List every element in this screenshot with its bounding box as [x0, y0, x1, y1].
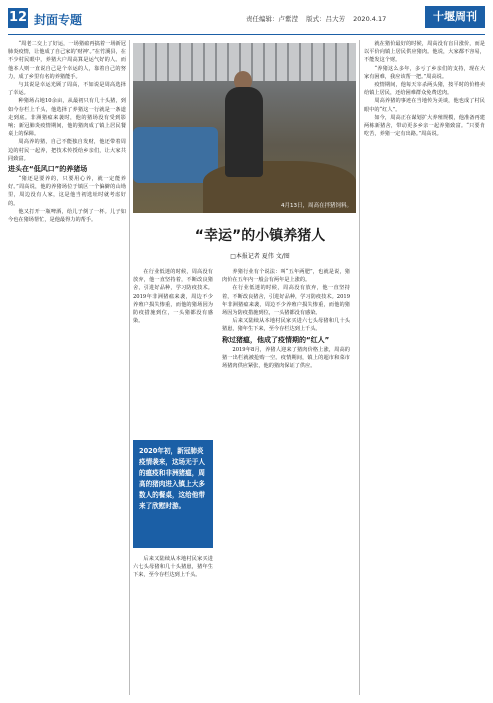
subheading: 进头在“低风口”的养猪场	[8, 165, 88, 174]
paragraph: 在行业低迷的时候，周高没有放弃，他一直坚持着，不断改良猪舍，引进好品种，学习防疫技术。2019年非洲猪瘟来袭，周边不少养殖户损失惨重，而他的猪场因为防疫措施到位，一头猪都没有感染。	[222, 285, 350, 317]
column-3	[364, 40, 485, 695]
column-1	[8, 40, 126, 695]
designer: 版式：吕大芳	[306, 15, 346, 23]
article-photo	[133, 43, 356, 213]
issue-date: 2020.4.17	[353, 15, 387, 23]
column-divider	[359, 40, 360, 695]
article-byline: □本报记者 夏伟 文/图	[230, 253, 290, 260]
paragraph: “养猪这么多年，多亏了乡亲们的支持，现在大家有困难，我应该帮一把。”周高说。	[364, 65, 485, 80]
paragraph: 与其说是幸运光顾了周高，不如说是周高选择了幸运。	[8, 82, 126, 97]
column-1b	[133, 268, 213, 433]
intro-box: 2020年初，新冠肺炎疫情袭来，这场无于人的瘟疫和非洲猪瘟，周高的猪肉进入镇上大多数人的餐桌，这给他带来了欣慰时游。	[133, 440, 213, 548]
paragraph: 2019年8月，养猪人迎来了猪肉价格上涨，周高的猪一出栏就被抢购一空。疫情期间，镇上的超市和菜市场猪肉供应紧张，他的猪肉保证了供应。	[222, 346, 350, 370]
paragraph: 种猪场占地10余亩，从最初只有几十头猪，到如今存栏上千头，他选择了养猪这一行就是一条道走到底。非洲猪瘟来袭时，他的猪场没有受到影响；新冠肺炎疫情期间，他的猪肉成了镇上居民餐桌上的保障。	[8, 98, 126, 138]
column-1c	[133, 555, 213, 695]
paragraph: 疫情期间，他每天宰杀两头猪，按平时的价格卖给镇上居民，还给困难群众免费送肉。	[364, 82, 485, 97]
farmer-figure	[225, 87, 263, 177]
paragraph: “周老二交上了好运，一场猪瘟再搞着一场新冠肺炎疫情，让他成了自己家的‘财神’。”在竹溪县，在不少村民眼中，养猪大户周高算是运气好的人。而他本人则一直说自己是个幸运的人，靠着自己的努力，成了乡里有名的养猪能手。	[8, 41, 126, 80]
page-header	[8, 4, 485, 35]
paragraph: 如今，周高正在谋划扩大养殖规模，他准备再建两栋新猪舍，带动更多乡亲一起养猪致富。“只要肯吃苦，养猪一定有出路。”周高说。	[364, 114, 485, 138]
article-title: “幸运”的小镇养猪人	[194, 228, 326, 244]
paragraph: 周高养的猪，自己不能独自发财，他还带着周边的村民一起养，把技术传授给乡亲们，让大家共同致富。	[8, 139, 126, 162]
paragraph: 后来又陆续从本地村民家买进六七头母猪和几十头猪崽，猪年生下来，至今存栏达到上千头。	[133, 556, 213, 579]
paragraph: 就在猪价最好的时候，周高没有盲目涨价，而是以平价向镇上居民供应猪肉。他说，大家都不容易，不能发这个财。	[364, 41, 485, 64]
paragraph: “猪还是要养的，只要用心养，就一定能养好。”周高说，他的养猪场位于镇区一个偏僻的山坳里，周边没有人家，这是他当初选址时就考虑好的。	[8, 176, 126, 207]
paragraph: 在行业低迷的时候，周高没有放弃，他一直坚持着，不断改良猪舍，引进好品种，学习防疫技术。2019年非洲猪瘟来袭，周边不少养殖户损失惨重，而他的猪场因为防疫措施到位，一头猪都没有感染。	[133, 269, 213, 325]
subheading: 称过猪瘟，他成了疫情期的“红人”	[222, 335, 330, 344]
editor: 责任编辑：卢紫滢	[246, 15, 298, 23]
column-2	[222, 268, 350, 695]
column-divider	[129, 40, 130, 695]
page-number: 12	[8, 8, 28, 28]
photo-caption: 4月13日，周高在拌猪饲料。	[281, 203, 352, 209]
masthead-logo: 十堰周刊	[425, 6, 485, 28]
paragraph: 周高养猪的事迹在当地传为美谈，他也成了村民眼中的“红人”。	[364, 98, 485, 113]
paragraph: 他又打开一瓶啤酒，给儿子倒了一杯。儿子如今也在猪场帮忙，是他最得力的帮手。	[8, 208, 126, 224]
paragraph: 养猪行业有个说法：叫“五年两肥”，也就是说，猪肉价在五年内一般会有两年是上涨的。	[222, 269, 350, 284]
section-title: 封面专题	[34, 13, 83, 27]
paragraph: 后来又陆续从本地村民家买进六七头母猪和几十头猪崽，猪年生下来，至今存栏达到上千头。	[222, 318, 350, 333]
header-meta	[246, 14, 392, 23]
